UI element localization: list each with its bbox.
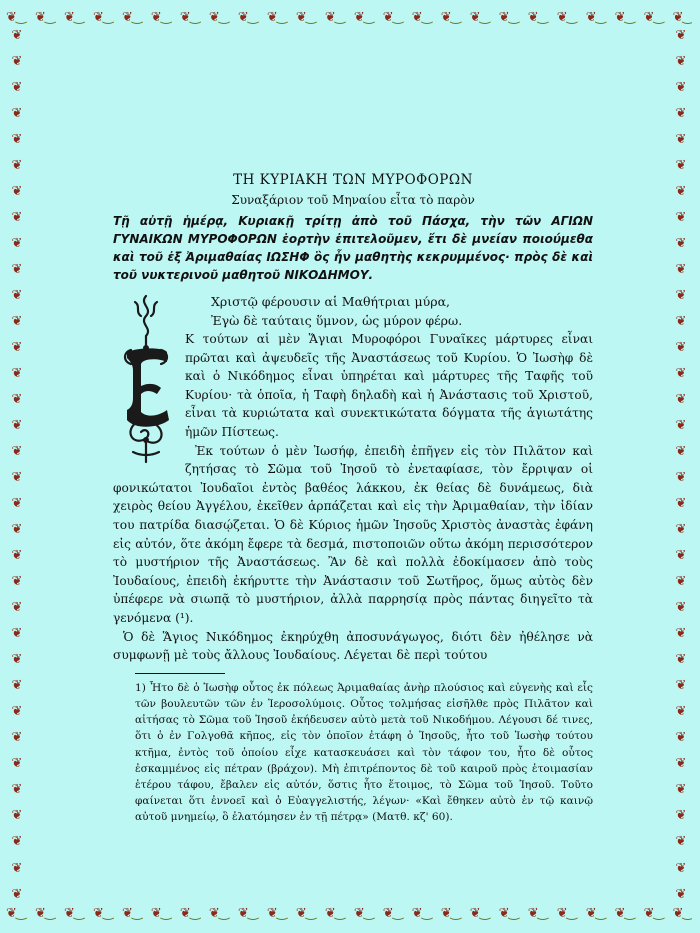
vine-ornament-icon: ❦	[11, 600, 23, 616]
vine-ornament-icon: ❦‿	[295, 905, 316, 921]
vine-ornament-icon: ❦‿	[295, 9, 316, 25]
vine-ornament-icon: ❦	[675, 574, 687, 590]
vine-ornament-icon: ❦	[11, 392, 23, 408]
vine-ornament-icon: ❦‿	[6, 9, 26, 25]
vine-ornament-icon: ❦	[11, 496, 23, 512]
vine-ornament-icon: ❦	[675, 756, 687, 772]
vine-ornament-icon: ❦‿	[556, 905, 577, 921]
vine-ornament-icon: ❦‿	[614, 9, 635, 25]
vine-ornament-icon: ❦	[11, 860, 23, 876]
vine-ornament-icon: ❦	[11, 340, 23, 356]
vine-ornament-icon: ❦	[675, 704, 687, 720]
vine-ornament-icon: ❦‿	[643, 905, 664, 921]
vine-ornament-icon: ❦‿	[237, 905, 258, 921]
vine-ornament-icon: ❦‿	[63, 9, 84, 25]
vine-ornament-icon: ❦	[675, 444, 687, 460]
vine-ornament-icon: ❦	[675, 730, 687, 746]
vine-ornament-icon: ❦	[11, 288, 23, 304]
vine-ornament-icon: ❦	[675, 210, 687, 226]
page-subtitle: Συναξάριον τοῦ Μηναίου εἶτα τὸ παρὸν	[231, 193, 475, 207]
vine-ornament-icon: ❦	[11, 678, 23, 694]
vine-ornament-icon: ❦	[675, 782, 687, 798]
vine-ornament-icon: ❦	[11, 652, 23, 668]
border-top-ornament-icon	[6, 6, 692, 28]
vine-ornament-icon: ❦‿	[527, 905, 548, 921]
vine-ornament-icon: ❦	[675, 80, 687, 96]
vine-ornament-icon: ❦‿	[179, 905, 200, 921]
intro-paragraph: Τῇ αὐτῇ ἡμέρᾳ, Κυριακῇ τρίτῃ ἀπὸ τοῦ Πάσχα, τὴν τῶν ΑΓΙΩΝ ΓΥΝΑΙΚΩΝ ΜΥΡΟΦΟΡΩΝ ἑορτὴν ἐπιτελοῦμεν, ἔτι δὲ μνείαν ποιούμεθα καὶ τοῦ ἐξ Ἀριμαθαίας ΙΩΣΗΦ ὃς ἦν μαθητὴς κεκρυμμένος· πρὸς δὲ καὶ τοῦ νυκτερινοῦ μαθητοῦ ΝΙΚΟΔΗΜΟΥ.	[113, 214, 593, 282]
vine-ornament-icon: ❦	[11, 132, 23, 148]
vine-ornament-icon: ❦	[11, 444, 23, 460]
page-content	[113, 170, 593, 826]
vine-ornament-icon: ❦‿	[353, 905, 374, 921]
vine-ornament-icon: ❦	[11, 626, 23, 642]
vine-ornament-icon: ❦	[675, 132, 687, 148]
vine-ornament-icon: ❦‿	[34, 9, 55, 25]
vine-ornament-icon: ❦‿	[411, 9, 432, 25]
vine-ornament-icon: ❦	[675, 470, 687, 486]
vine-ornament-icon: ❦‿	[92, 9, 113, 25]
vine-ornament-icon: ❦‿	[121, 9, 142, 25]
vine-ornament-icon: ❦	[11, 54, 23, 70]
vine-ornament-icon: ❦	[675, 886, 687, 902]
vine-ornament-icon: ❦‿	[92, 905, 113, 921]
vine-ornament-icon: ❦‿	[469, 9, 490, 25]
vine-ornament-icon: ❦	[675, 860, 687, 876]
verse-line-1: Χριστῷ φέρουσιν αἱ Μαθήτριαι μύρα,	[211, 294, 451, 309]
vine-ornament-icon: ❦	[675, 418, 687, 434]
vine-ornament-icon: ❦‿	[382, 905, 403, 921]
vine-ornament-icon: ❦	[675, 678, 687, 694]
vine-ornament-icon: ❦	[675, 28, 687, 43]
vine-ornament-icon: ❦‿	[6, 905, 26, 921]
vine-ornament-icon: ❦	[11, 80, 23, 96]
vine-ornament-icon: ❦‿	[585, 9, 606, 25]
vine-ornament-icon: ❦	[11, 730, 23, 746]
page-title: ΤΗ ΚΥΡΙΑΚΗ ΤΩΝ ΜΥΡΟΦΟΡΩΝ	[233, 172, 473, 188]
vine-ornament-icon: ❦	[675, 522, 687, 538]
vine-ornament-icon: ❦	[11, 704, 23, 720]
vine-ornament-icon: ❦	[675, 392, 687, 408]
vine-ornament-icon: ❦	[675, 496, 687, 512]
vine-ornament-icon: ❦	[11, 158, 23, 174]
vine-ornament-icon: ❦	[11, 236, 23, 252]
vine-ornament-icon: ❦‿	[266, 9, 287, 25]
vine-ornament-icon: ❦‿	[440, 9, 461, 25]
vine-ornament-icon: ❦	[11, 184, 23, 200]
vine-ornament-icon: ❦	[675, 288, 687, 304]
vine-ornament-icon: ❦	[675, 626, 687, 642]
vine-ornament-icon: ❦‿	[614, 905, 635, 921]
vine-ornament-icon: ❦	[675, 314, 687, 330]
vine-ornament-icon: ❦‿	[382, 9, 403, 25]
vine-ornament-icon: ❦‿	[498, 9, 519, 25]
vine-ornament-icon: ❦	[11, 210, 23, 226]
vine-ornament-icon: ❦	[11, 782, 23, 798]
vine-ornament-icon: ❦	[11, 314, 23, 330]
vine-ornament-icon: ❦‿	[324, 905, 345, 921]
paragraph-2: Ἐκ τούτων ὁ μὲν Ἰωσήφ, ἐπειδὴ ἐπῆγεν εἰς τὸν Πιλᾶτον καὶ ζητήσας τὸ Σῶμα τοῦ Ἰησοῦ τὸ ἐνεταφίασε, τὸν ἔρριψαν οἱ φονικώτατοι Ἰουδαῖοι ἐντὸς βαθέος λάκκου, ἐκ θείας δὲ δυνάμεως, διὰ χειρὸς θείου Ἀγγέλου, ἐκεῖθεν ἁρπάζεται καὶ εἰς τὴν Ἀριμαθαίαν, τὴν ἰδίαν του πατρίδα διασῴζεται. Ὁ δὲ Κύριος ἡμῶν Ἰησοῦς Χριστὸς ἀναστὰς ἐφάνη εἰς αὐτόν, ὅτε ἀκόμη ἔφερε τὰ δεσμά, πιστοποιῶν οὕτω ἀκόμη περισσότερον τὸ μυστήριον τῆς Ἀναστάσεως. Ἂν δὲ καὶ πολλὰ ἐδοκίμασεν ἀπὸ τοὺς Ἰουδαίους, ἐπειδὴ ἐκήρυττε τὴν Ἀνάστασιν τοῦ Σωτῆρος, ὅμως αὐτὸς δὲν ὑπέφερε νὰ σιωπᾷ τὸ μυστήριον, ἀλλὰ παρρησίᾳ πρὸς πάντας διηγεῖτο τὰ γενόμενα (¹).	[113, 443, 593, 625]
verse-couplet	[211, 292, 593, 330]
vine-ornament-icon: ❦	[675, 652, 687, 668]
vine-ornament-icon: ❦‿	[585, 905, 606, 921]
vine-ornament-icon: ❦‿	[556, 9, 577, 25]
border-bottom-ornament-icon	[6, 902, 692, 924]
vine-ornament-icon: ❦‿	[150, 9, 171, 25]
footnote-1: 1) Ἦτο δὲ ὁ Ἰωσὴφ οὗτος ἐκ πόλεως Ἀριμαθαίας ἀνὴρ πλούσιος καὶ εὐγενὴς καὶ εἷς τῶν βουλευτῶν τῶν ἐν Ἱεροσολύμοις. Οὗτος τολμήσας εἰσῆλθε πρὸς Πιλᾶτον καὶ αἰτήσας τὸ Σῶμα τοῦ Ἰησοῦ ἐκήδευσεν αὐτὸ μετὰ τοῦ Νικοδήμου. Λέγουσι δέ τινες, ὅτι ὁ ἐν Γολγοθᾶ κῆπος, εἰς τὸν ὁποῖον ἐτάφη ὁ Ἰησοῦς, ἦτο τοῦ Ἰωσὴφ τούτου κτῆμα, ἐντὸς τοῦ ὁποίου εἶχε κατασκευάσει καὶ τὸν τάφον του, ἦτο δὲ οὗτος ἐσκαμμένος εἰς πέτραν (βράχον). Μὴ ἐπιτρέποντος δὲ τοῦ καιροῦ πρὸς ἑτοιμασίαν ἑτέρου τάφου, ἔβαλεν εἰς αὐτόν, ὅστις ἦτο ἕτοιμος, τὸ Σῶμα τοῦ Ἰησοῦ. Τοῦτο φαίνεται ὅτι ἐννοεῖ καὶ ὁ Εὐαγγελιστής, λέγων· «Καὶ ἔθηκεν αὐτὸ ἐν τῷ καινῷ αὐτοῦ μνημείῳ, ὃ ἐλατόμησεν ἐν τῇ πέτρᾳ» (Ματθ. κζ' 60).	[135, 681, 593, 824]
vine-ornament-icon: ❦‿	[237, 9, 258, 25]
vine-ornament-icon: ❦‿	[208, 905, 229, 921]
verse-line-2: Ἐγὼ δὲ ταύταις ὕμνον, ὡς μύρον φέρω.	[211, 313, 463, 328]
vine-ornament-icon: ❦	[11, 522, 23, 538]
vine-ornament-icon: ❦	[11, 808, 23, 824]
footnote-divider	[135, 673, 225, 674]
paragraph-1: Κ τούτων αἱ μὲν Ἅγιαι Μυροφόροι Γυναῖκες μάρτυρες εἶναι πρῶται καὶ ἀψευδεῖς τῆς Ἀναστάσεως τοῦ Κυρίου. Ὁ Ἰωσὴφ δὲ καὶ ὁ Νικόδημος εἶναι ὑπηρέται καὶ μάρτυρες τῆς Ταφῆς τοῦ Κυρίου· τὰ ὁποῖα, ἡ Ταφὴ δηλαδὴ καὶ ἡ Ἀνάστασις τοῦ Χριστοῦ, εἶναι τὰ κυριώτατα καὶ συνεκτικώτατα δόγματα τῆς ἁγιωτάτης ἡμῶν Πίστεως.	[185, 332, 593, 439]
vine-ornament-icon: ❦	[11, 574, 23, 590]
vine-ornament-icon: ❦	[675, 54, 687, 70]
vine-ornament-icon: ❦	[11, 756, 23, 772]
vine-ornament-icon: ❦‿	[643, 9, 664, 25]
vine-ornament-icon: ❦	[675, 236, 687, 252]
vine-ornament-icon: ❦	[11, 28, 23, 43]
vine-ornament-icon: ❦	[11, 470, 23, 486]
vine-ornament-icon: ❦‿	[179, 9, 200, 25]
vine-ornament-icon: ❦	[675, 808, 687, 824]
vine-ornament-icon: ❦‿	[266, 905, 287, 921]
vine-ornament-icon: ❦‿	[353, 9, 374, 25]
vine-ornament-icon: ❦	[675, 262, 687, 278]
vine-ornament-icon: ❦‿	[672, 9, 692, 25]
vine-ornament-icon: ❦‿	[34, 905, 55, 921]
vine-ornament-icon: ❦‿	[440, 905, 461, 921]
vine-ornament-icon: ❦‿	[121, 905, 142, 921]
vine-ornament-icon: ❦	[675, 106, 687, 122]
vine-ornament-icon: ❦	[11, 262, 23, 278]
vine-ornament-icon: ❦	[11, 418, 23, 434]
vine-ornament-icon: ❦	[675, 600, 687, 616]
vine-ornament-icon: ❦	[11, 106, 23, 122]
vine-ornament-icon: ❦‿	[411, 905, 432, 921]
vine-ornament-icon: ❦	[11, 886, 23, 902]
border-right-ornament-icon	[670, 28, 692, 902]
vine-ornament-icon: ❦‿	[469, 905, 490, 921]
paragraph-3: Ὁ δὲ Ἅγιος Νικόδημος ἐκηρύχθη ἀποσυνάγωγος, διότι δὲν ἠθέλησε νὰ συμφωνῇ μὲ τοὺς ἄλλους Ἰουδαίους. Λέγεται δὲ περὶ τούτου	[113, 629, 593, 663]
vine-ornament-icon: ❦‿	[324, 9, 345, 25]
ornamental-initial-epsilon-icon	[113, 290, 179, 468]
vine-ornament-icon: ❦	[675, 548, 687, 564]
vine-ornament-icon: ❦	[675, 366, 687, 382]
border-left-ornament-icon	[6, 28, 28, 902]
vine-ornament-icon: ❦	[675, 184, 687, 200]
vine-ornament-icon: ❦‿	[498, 905, 519, 921]
vine-ornament-icon: ❦	[675, 158, 687, 174]
vine-ornament-icon: ❦‿	[672, 905, 692, 921]
vine-ornament-icon: ❦‿	[527, 9, 548, 25]
vine-ornament-icon: ❦	[11, 366, 23, 382]
vine-ornament-icon: ❦	[675, 340, 687, 356]
vine-ornament-icon: ❦‿	[150, 905, 171, 921]
body-text	[113, 330, 593, 665]
vine-ornament-icon: ❦	[11, 834, 23, 850]
vine-ornament-icon: ❦‿	[63, 905, 84, 921]
vine-ornament-icon: ❦‿	[208, 9, 229, 25]
vine-ornament-icon: ❦	[11, 548, 23, 564]
vine-ornament-icon: ❦	[675, 834, 687, 850]
